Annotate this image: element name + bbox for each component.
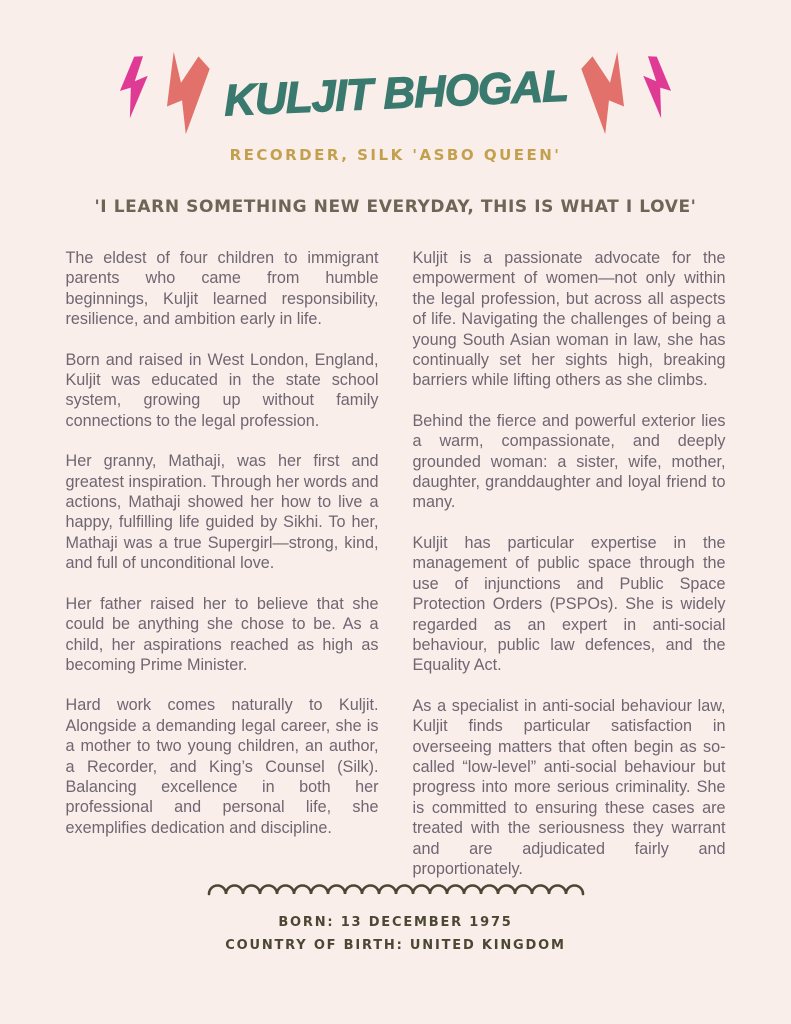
bolt-group-left [117,53,208,135]
quote: 'I LEARN SOMETHING NEW EVERYDAY, THIS IS WHAT I LOVE' [94,197,697,217]
title-row [0,50,791,138]
bio-column-left [66,248,379,879]
bio-paragraph-left-5: Hard work comes naturally to Kuljit. Alongside a demanding legal career, she is a mother to two young children, an author, a Recorder, and King’s Counsel (Silk). Balancing excellence in both her professional and personal life, she exemplifies dedication and discipline. [65,696,379,837]
footer [0,882,791,957]
lightning-bolt-pink-icon [112,54,157,119]
bio-column-right [413,248,726,879]
subtitle: RECORDER, SILK 'ASBO QUEEN' [229,146,562,164]
country-of-birth-line: COUNTRY OF BIRTH: UNITED KINGDOM [225,938,566,953]
bolt-group-right [583,53,674,135]
bio-paragraph-right-1: Kuljit is a passionate advocate for the empowerment of women—not only within the legal profession, but across all aspects of life. Navigating the challenges of being a young South Asian woman in law, she has continually set her sights high, breaking barriers while lifting others as she climbs. [412,249,726,390]
lightning-bolt-coral-icon [151,50,213,138]
footer-lines [0,911,791,957]
bio-paragraph-left-4: Her father raised her to believe that she could be anything she chose to be. As a child, her aspirations reached as high as becoming Prime Minister. [65,594,379,674]
wavy-divider-path [209,886,583,895]
header [0,0,791,217]
born-line: BORN: 13 DECEMBER 1975 [278,915,513,930]
bio-columns [66,248,726,879]
lightning-bolt-coral-shape [580,52,627,136]
bio-paragraph-left-3: Her granny, Mathaji, was her first and greatest inspiration. Through her words and actions, Mathaji showed her how to live a happy, fulfilling life guided by Sikhi. To her, Mathaji was a true Supergirl—strong, kind, and full of unconditional love. [65,452,379,573]
lightning-bolt-coral-shape [163,52,210,136]
lightning-bolt-pink-icon [634,54,679,119]
bio-paragraph-right-2: Behind the fierce and powerful exterior lies a warm, compassionate, and deeply grounded woman: a sister, wife, mother, daughter, granddaughter and loyal friend to many. [412,411,726,512]
lightning-bolt-coral-icon [579,50,641,138]
bio-paragraph-left-1: The eldest of four children to immigrant parents who came from humble beginnings, Kuljit learned responsibility, resilience, and ambition early in life. [65,249,379,329]
lightning-bolt-pink-shape [637,55,677,119]
bio-paragraph-left-2: Born and raised in West London, England, Kuljit was educated in the state school system, growing up without family connections to the legal profession. [65,350,379,430]
lightning-bolt-pink-shape [114,55,154,119]
bio-paragraph-right-3: Kuljit has particular expertise in the management of public space through the use of injunctions and Public Space Protection Orders (PSPOs). She is widely regarded as an expert in anti-social behaviour, public law defences, and the Equality Act. [412,533,726,675]
wavy-divider-icon [206,882,586,898]
page-title: KULJIT BHOGAL [222,61,569,126]
bio-paragraph-right-4: As a specialist in anti-social behaviour law, Kuljit finds particular satisfaction in overseeing matters that often begin as so-called “low-level” anti-social behaviour but progress into more serious criminality. She is committed to ensuring these cases are treated with the seriousness they warrant and are adjudicated fairly and proportionately. [412,696,726,878]
